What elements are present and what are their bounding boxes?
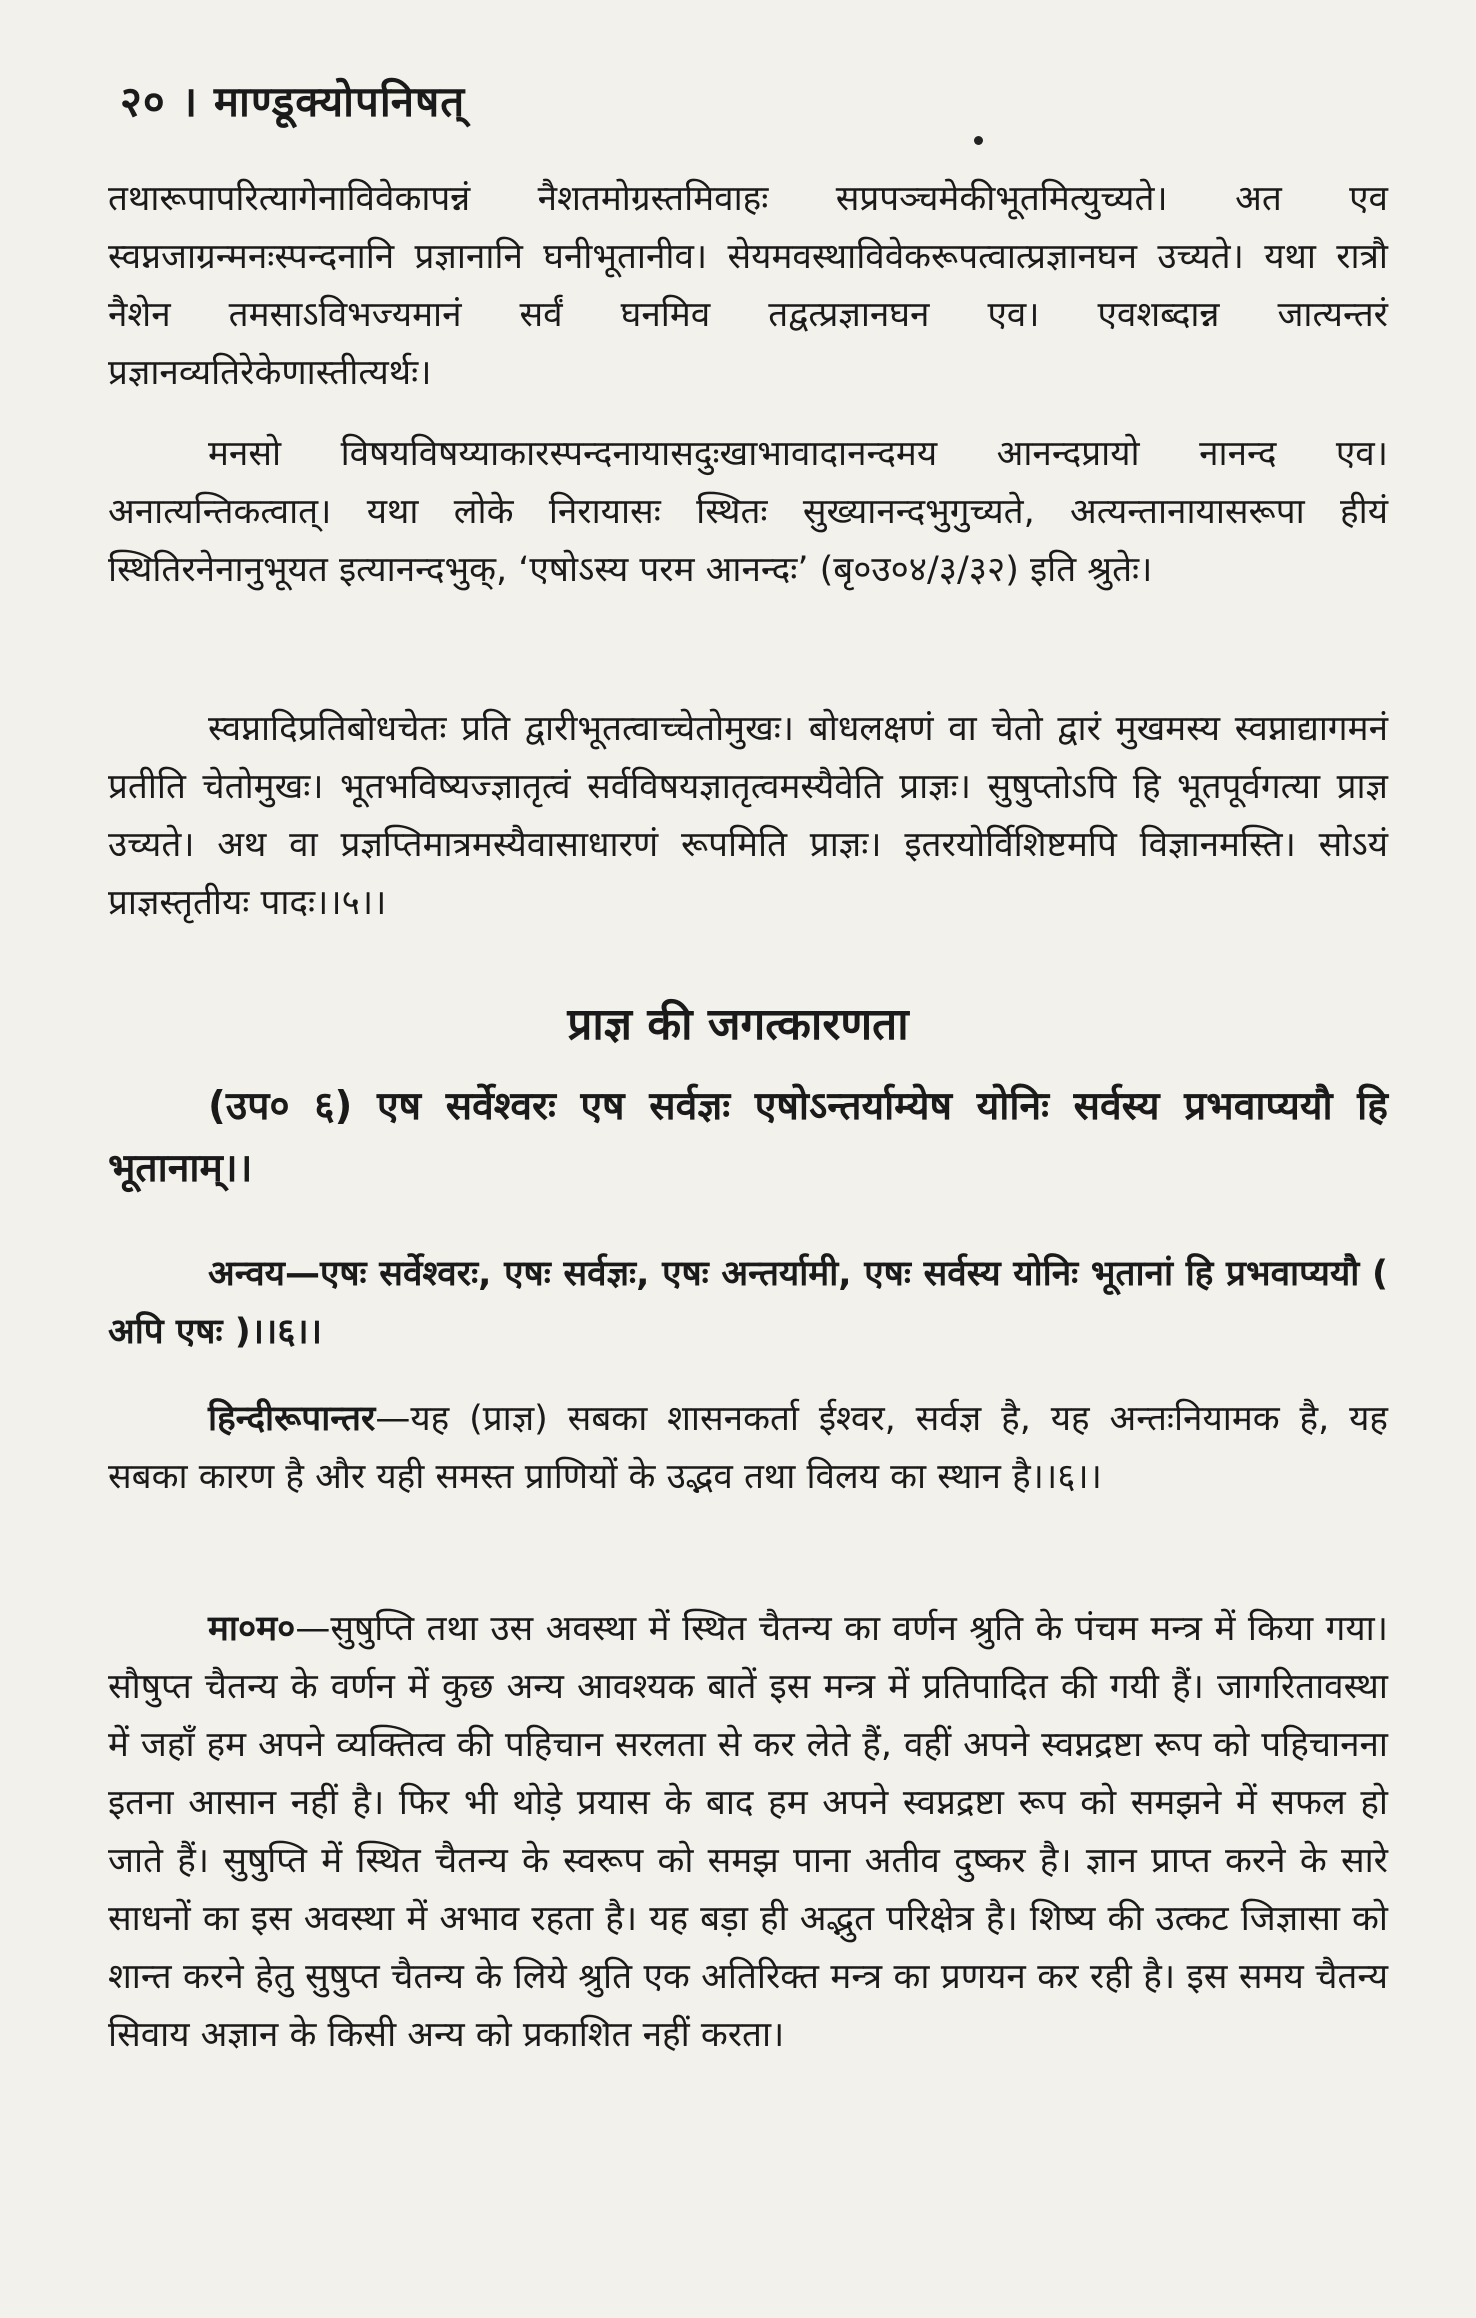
paragraph-3: स्वप्नादिप्रतिबोधचेतः प्रति द्वारीभूतत्वाच्चेतोमुखः। बोधलक्षणं वा चेतो द्वारं मुखमस्य स्वप्नाद्यागमनं प्रतीति चेतोमुखः। भूतभविष्यज्ज्ञातृत्वं सर्वविषयज्ञातृत्वमस्यैवेति प्राज्ञः। सुषुप्तोऽपि हि भूतपूर्वगत्या प्राज्ञ उच्यते। अथ वा प्रज्ञप्तिमात्रमस्यैवासाधारणं रूपमिति प्राज्ञः। इतरयोर्विशिष्टमपि विज्ञानमस्ति। सोऽयं प्राज्ञस्तृतीयः पादः।।५।।	[108, 709, 1388, 923]
anvaya-label: अन्वय	[208, 1254, 285, 1294]
commentary-text: —सुषुप्ति तथा उस अवस्था में स्थित चैतन्य का वर्णन श्रुति के पंचम मन्त्र में किया गया। सौषुप्त चैतन्य के वर्णन में कुछ अन्य आवश्यक बातें इस मन्त्र में प्रतिपादित की गयी हैं। जागरितावस्था में जहाँ हम अपने व्यक्तित्व की पहिचान सरलता से कर लेते हैं, वहीं अपने स्वप्नद्रष्टा रूप को पहिचानना इतना आसान नहीं है। फिर भी थोड़े प्रयास के बाद हम अपने स्वप्नद्रष्टा रूप को समझने में सफल हो जाते हैं। सुषुप्ति में स्थित चैतन्य के स्वरूप को समझ पाना अतीव दुष्कर है। ज्ञान प्राप्त करने के सारे साधनों का इस अवस्था में अभाव रहता है। यह बड़ा ही अद्भुत परिक्षेत्र है। शिष्य की उत्कट जिज्ञासा को शान्त करने हेतु सुषुप्त चैतन्य के लिये श्रुति एक अतिरिक्त मन्त्र का प्रणयन कर रही है। इस समय चैतन्य सिवाय अज्ञान के किसी अन्य को प्रकाशित नहीं करता।	[108, 1609, 1388, 2055]
print-speck	[974, 136, 983, 145]
anvaya-text: —एषः सर्वेश्वरः, एषः सर्वज्ञः, एषः अन्तर्यामी, एषः सर्वस्य योनिः भूतानां हि प्रभवाप्ययौ ( अपि एषः )।।६।।	[108, 1254, 1388, 1352]
hindi-text: —यह (प्राज्ञ) सबका शासनकर्ता ईश्वर, सर्वज्ञ है, यह अन्तःनियामक है, यह सबका कारण है और यही समस्त प्राणियों के उद्भव तथा विलय का स्थान है।।६।।	[108, 1399, 1388, 1497]
anvaya-paragraph	[108, 1245, 1388, 1361]
commentary-label: मा०म०	[208, 1609, 296, 1649]
section-heading: प्राज्ञ की जगत्कारणता	[567, 999, 909, 1050]
commentary-paragraph	[108, 1600, 1388, 2064]
hindi-label: हिन्दीरूपान्तर	[208, 1399, 376, 1439]
paragraph-1: तथारूपापरित्यागेनाविवेकापन्नं नैशतमोग्रस्तमिवाहः सप्रपञ्चमेकीभूतमित्युच्यते। अत एव स्वप्नजाग्रन्मनःस्पन्दनानि प्रज्ञानानि घनीभूतानीव। सेयमवस्थाविवेकरूपत्वात्प्रज्ञानघन उच्यते। यथा रात्रौ नैशेन तमसाऽविभज्यमानं सर्वं घनमिव तद्वत्प्रज्ञानघन एव। एवशब्दान्न जात्यन्तरं प्रज्ञानव्यतिरेकेणास्तीत्यर्थः।	[108, 179, 1388, 393]
hindi-paragraph	[108, 1390, 1388, 1506]
paragraph-2: मनसो विषयविषय्याकारस्पन्दनायासदुःखाभावादानन्दमय आनन्दप्रायो नानन्द एव। अनात्यन्तिकत्वात्। यथा लोके निरायासः स्थितः सुख्यानन्दभुगुच्यते, अत्यन्तानायासरूपा हीयं स्थितिरनेनानुभूयत इत्यानन्दभुक्, ‘एषोऽस्य परम आनन्दः’ (बृ०उ०४/३/३२) इति श्रुतेः।	[108, 434, 1388, 590]
mantra-text: (उप० ६) एष सर्वेश्वरः एष सर्वज्ञः एषोऽन्तर्याम्येष योनिः सर्वस्य प्रभवाप्ययौ हि भूतानाम्।।	[108, 1084, 1388, 1191]
page-header: २० । माण्डूक्योपनिषत्	[120, 77, 466, 126]
